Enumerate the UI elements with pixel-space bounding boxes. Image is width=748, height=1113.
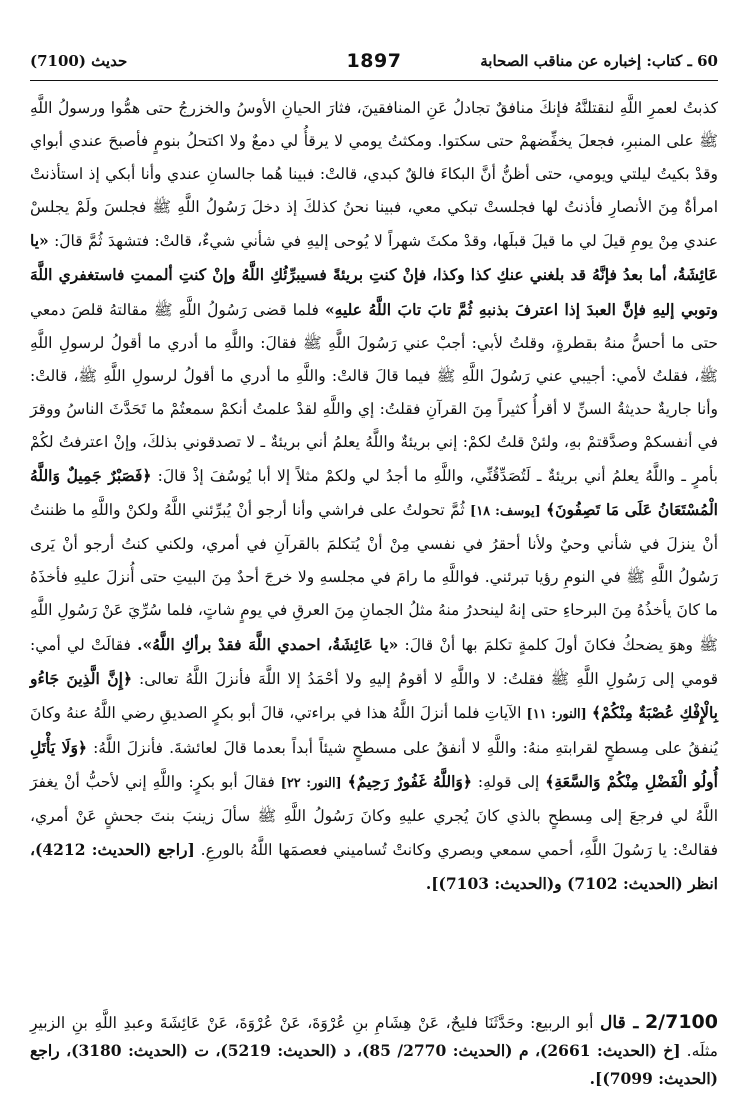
verse-ref-2: [النور: ١١] [526,706,587,722]
hadith-label: ـ قال [600,1013,639,1033]
main-paragraph [30,92,718,901]
text-to-his-saying: إلى قولهِ: [477,772,540,791]
hadith-number: 2/7100 [644,1011,718,1033]
prophet-quote-2: «يا عَائِشَةُ، احمدي اللَّهَ فقدْ برأكِ اللَّهُ». [137,634,399,654]
header-page-number: 1897 [346,50,402,72]
header-divider [30,80,718,81]
quran-verse-1: ﴿فَصَبْرٌ جَمِيلٌ وَاللَّهُ الْمُسْتَعَانُ عَلَى مَا تَصِفُونَ﴾ [30,466,718,520]
text-p6: فقالَ أبو بكرٍ: واللَّهِ إني لأحبُّ أنْ يغفرَ اللَّهُ لي فرجعَ إلى مِسطحٍ بالذي كانَ يُجري عليهِ وكانَ رَسُولُ اللَّهِ ﷺ سألَ زينبَ بنتَ جحشٍ عَنْ أمري، فقالتْ: يا رَسُولَ اللَّهِ، أحمي سمعي وبصري وكانتْ تُساميني فعصمَها اللَّهُ بالورعِ. [30,772,718,860]
main-references: [راجع (الحديث: 4212)، انظر (الحديث: 7102) و(الحديث: 7103)]. [30,840,718,894]
book-page [30,0,718,1113]
text-p3: ثُمَّ تحولتُ على فراشي وأنا أرجو أنْ يُبرِّئني اللَّهُ ولكنْ واللَّهِ ما ظننتُ أنْ ينزلَ في شأني وحيٌ ولأنا أحقرُ في نفسي مِنْ أنْ يُتكلمَ بالقرآنِ في أمري، ولكني كنتُ أرجو أنْ يَرى رَسُولُ اللَّهِ ﷺ في النومِ رؤيا تبرئني. فواللَّهِ ما رامَ في مجلسهِ ولا خرجَ أحدٌ مِنَ البيتِ حتى أُنزلَ عليهِ فأخذَهُ ما كانَ يأخذُهُ مِنَ البرحاءِ حتى إنهُ لينحدرُ منهُ مثلُ الجمانِ مِنَ العرقِ في يومٍ شاتٍ، فلما سُرِّيَ عَنْ رَسُولِ اللَّهِ ﷺ وهوَ يضحكُ فكانَ أولَ كلمةٍ تكلمَ بها أنْ قالَ: [30,501,718,654]
quran-verse-3: ﴿وَلَا يَأْتَلِ أُولُو الْفَضْلِ مِنْكُمْ وَالسَّعَةِ﴾ [30,737,718,791]
page-header [30,44,718,78]
header-book-title: 60 ـ كتاب: إخباره عن مناقب الصحابة [480,52,718,70]
text-p2: فلما قضى رَسُولُ اللَّهِ ﷺ مقالتهُ قلصَ دمعي حتى ما أحسُّ منهُ بقطرةٍ، وقلتُ لأبي: أجبْ عني رَسُولَ اللَّهِ ﷺ فقالَ: واللَّهِ ما أدري ما أقولُ لرسولِ اللَّهِ ﷺ، فقلتُ لأمي: أجيبي عني رَسُولَ اللَّهِ ﷺ فيما قالَ قالتْ: واللَّهِ ما أدري ما أقولُ لرسولِ اللَّهِ ﷺ، قالتْ: وأنا جاريةٌ حديثةُ السنِّ لا أقرأُ كثيراً مِنَ القرآنِ فقلتُ: إي واللَّهِ لقدْ علمتُ أنكمْ سمعتُمْ ما تَحَدَّثَ الناسُ ووقرَ في أنفسكمْ وصدَّقتمْ بهِ، ولئنْ قلتُ لكمْ: إني بريئةٌ واللَّهُ يعلمُ أني بريئةٌ ـ لا تصدقوني بذلكَ، وإنْ اعترفتُ لكُمْ بأمرٍ ـ واللَّهُ يعلمُ أني بريئةٌ ـ لَتُصَدِّقُنِّي، واللَّهِ ما أجدُ لي ولكمْ مثلاً إلا أبا يُوسُفَ إذْ قالَ: [30,300,718,486]
hadith-references: [خ (الحديث: 2661)، م (الحديث: 2770/ 85)، د (الحديث: 5219)، ت (الحديث: 3180)، راجع (الحديث: 7099)]. [30,1041,718,1088]
text-p5: الآياتِ فلما أنزلَ اللَّهُ هذا في براءتي، قالَ أبو بكرٍ الصديقِ رضي اللَّهُ عنهُ وكانَ يُنفقُ على مِسطحٍ لقرابتهِ منهُ: واللَّهِ لا أنفقُ على مسطحٍ شيئاً أبداً بعدما قالَ لعائشةَ. فأنزلَ اللَّهُ: [30,703,718,757]
quran-verse-4: ﴿وَاللَّهُ غَفُورٌ رَحِيمٌ﴾ [347,771,472,791]
header-hadith-ref: حديث (7100) [30,52,128,70]
text-p1: كذبتُ لعمرِ اللَّهِ لنقتلنَّهُ فإنكَ منافقٌ تجادلُ عَنِ المنافقينَ، فثارَ الحيانِ الأوسُ والخزرجُ حتى همُّوا ورسولُ اللَّهِ ﷺ على المنبرِ، فجعلَ يخفِّضهمْ حتى سكتوا. ومكثتُ يومي لا يرقأُ لي دمعٌ ولا اكتحلُ بنومٍ فأصبحَ عندي أبواي وقدْ بكيتُ ليلتي ويومي، حتى أظنُّ أنَّ البكاءَ فالقٌ كبدي، قالتْ: فبينا هُما جالسانِ عندي وأنا أبكي إذ استأذنتْ امرأةٌ مِنَ الأنصارِ فأذنتُ لها فجلستْ تبكي معي، فبينا نحنُ كذلكَ إذ دخلَ رَسُولُ اللَّهِ ﷺ فجلسَ ولَمْ يجلسْ عندي مِنْ يومِ قيلَ لي ما قيلَ قبلَها، وقدْ مكثَ شهراً لا يُوحى إليهِ في شأني شيءٌ، قالتْ: فتشهدَ ثُمَّ قالَ: [30,99,718,251]
prophet-quote-1: «يا عَائِشَةُ، أما بعدُ فإنَّهُ قد بلغني عنكِ كذا وكذا، فإنْ كنتِ بريئةً فسيبرِّئُكِ اللَّهُ وإنْ كنتِ ألممتِ فاستغفري اللَّهَ وتوبي إليهِ فإنَّ العبدَ إذا اعترفَ بذنبهِ ثُمَّ تابَ تابَ اللَّهُ عليهِ» [30,231,718,319]
hadith-paragraph [30,1008,718,1093]
text-p4: فقالَتْ لي أمي: قومي إلى رَسُولِ اللَّهِ ﷺ فقلتُ: لا واللَّهِ لا أقومُ إليهِ ولا أحْمَدُ إلا اللَّهَ فأنزلَ اللَّهُ تعالى: [30,635,718,688]
verse-ref-1: [يوسف: ١٨] [470,504,541,520]
main-text-block [30,92,718,894]
verse-ref-4: [النور: ٢٢] [280,775,342,791]
quran-verse-2: ﴿إِنَّ الَّذِينَ جَاءُو بِالْإِفْكِ عُصْبَةٌ مِنْكُمْ﴾ [30,668,718,722]
hadith-chain: أبو الربيع: وحَدَّثَنَا فليحٌ، عَنْ هِشَامِ بنِ عُرْوَةَ، عَنْ عُرْوَةَ، عَنْ عَائِشَةَ وعبدِ اللَّهِ بنِ الزبيرِ مثلَه. [30,1014,718,1060]
hadith-entry [30,1008,718,1088]
